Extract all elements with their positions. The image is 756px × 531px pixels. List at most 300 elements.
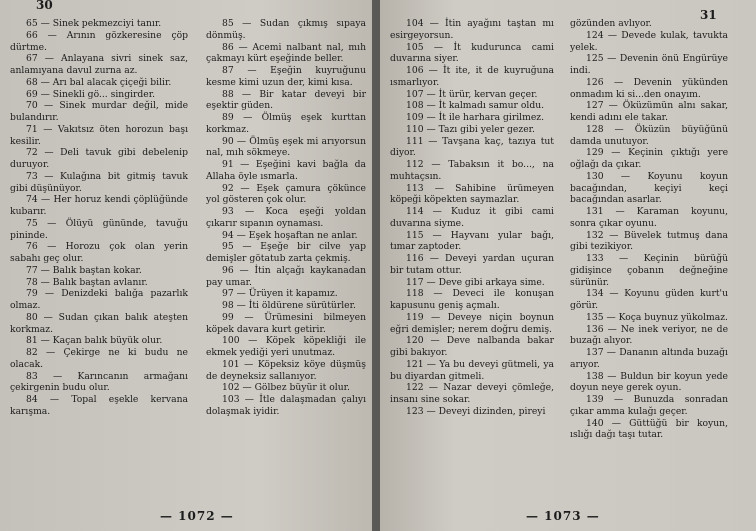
proverb-number: 81 <box>26 335 38 347</box>
proverb-dash: — <box>603 253 644 264</box>
proverb-dash: — <box>603 288 625 300</box>
proverb-entry <box>206 230 366 242</box>
proverb-text: Sinek pekmezciyi tanır. <box>52 18 162 29</box>
proverb-text: Büvelek tutmuş dana gibi tezikiyor. <box>570 229 728 253</box>
proverb-number: 86 <box>222 41 234 53</box>
proverb-entry <box>206 18 366 42</box>
proverb-entry <box>390 18 554 42</box>
proverb-dash: — <box>37 394 72 405</box>
proverb-text: Deveye niçin boynun eğri demişler; nerem doğru demiş. <box>390 311 554 335</box>
proverb-text: Hayvanı yular bağı, tımar zaptoder. <box>390 229 555 253</box>
proverb-dash: — <box>423 229 451 241</box>
book-gutter <box>372 0 380 531</box>
proverb-dash: — <box>233 206 266 217</box>
proverb-text: Ölmüş eşek kurttan korkmaz. <box>206 112 367 135</box>
proverb-number: 135 <box>586 311 604 323</box>
proverb-text: Balık baştan avlanır. <box>52 276 148 288</box>
proverb-number: 80 <box>26 311 38 323</box>
proverb-entry <box>206 183 366 207</box>
proverb-entry <box>10 218 188 242</box>
proverb-entry <box>206 288 366 300</box>
proverb-number: 68 <box>26 76 38 88</box>
proverb-number: 101 <box>222 358 240 370</box>
proverb-number: 65 <box>26 18 38 29</box>
proverb-text: Ürüyen it kapamız. <box>248 288 338 300</box>
proverb-dash: — <box>423 65 444 76</box>
proverb-number: 72 <box>26 147 38 159</box>
proverb-text: Deve nalbanda bakar gibi bakıyor. <box>390 335 554 358</box>
proverb-text: Buldun bir koyun yede doyun neye gerek oyun. <box>570 370 728 394</box>
proverb-number: 92 <box>222 182 234 194</box>
proverb-dash: — <box>37 335 53 347</box>
proverb-dash: — <box>603 53 620 65</box>
proverb-entry <box>390 65 554 89</box>
proverb-text: Horozu çok olan yerin sabahı geç olur. <box>10 241 188 264</box>
proverb-text: gözünden avlıyor. <box>570 18 652 29</box>
proverb-text: Koyunu koyun bacağından, keçiyi keçi bacağından asarlar. <box>570 170 728 206</box>
proverb-text: Sudan çıkan balık ateşten korkmaz. <box>10 311 188 335</box>
proverb-entry <box>10 277 188 289</box>
proverb-dash: — <box>603 229 625 241</box>
proverb-number: 120 <box>406 335 424 347</box>
proverb-number: 73 <box>26 170 38 182</box>
proverb-entry <box>10 18 188 30</box>
proverb-entry <box>10 394 188 418</box>
proverb-number: 132 <box>586 229 604 241</box>
proverb-dash: — <box>37 88 53 100</box>
proverb-entry <box>206 382 366 394</box>
proverb-dash: — <box>603 76 634 88</box>
proverb-number: 127 <box>586 100 604 112</box>
proverb-dash: — <box>603 123 635 135</box>
proverb-entry <box>390 406 554 418</box>
proverb-dash: — <box>37 311 59 323</box>
proverb-dash: — <box>233 241 261 253</box>
proverb-number: 85 <box>222 18 234 29</box>
proverb-dash: — <box>37 370 78 382</box>
proverb-entry <box>10 371 188 395</box>
proverb-number: 134 <box>586 288 604 300</box>
proverb-dash: — <box>423 276 439 288</box>
proverb-text: Devenin yükünden onmadım ki si...den onayım. <box>570 76 728 100</box>
proverb-entry <box>10 147 188 171</box>
proverb-text: Tazı gibi yeler gezer. <box>438 123 535 135</box>
left-page <box>0 0 372 531</box>
proverb-dash: — <box>37 347 64 358</box>
proverb-entry <box>390 359 554 383</box>
proverb-text: Sinekli gö... singirder. <box>52 88 156 100</box>
proverb-entry <box>206 300 366 312</box>
proverb-text: Bunuzda sonradan çıkar amma kulağı geçer. <box>570 394 729 417</box>
proverb-entry <box>10 288 188 312</box>
proverb-number: 69 <box>26 88 38 100</box>
proverb-dash: — <box>423 159 449 170</box>
proverb-entry <box>570 371 728 395</box>
proverb-number: 71 <box>26 123 38 135</box>
proverb-text: Eşeğini kavi bağla da Allaha öyle ısmarla. <box>206 159 367 182</box>
proverb-entry <box>390 42 554 66</box>
proverb-entry <box>570 394 728 418</box>
proverb-text: Dananın altında buzağı arıyor. <box>570 347 728 370</box>
proverb-number: 115 <box>406 229 424 241</box>
proverb-text: Arı bal alacak çiçeği bilir. <box>52 76 172 88</box>
proverb-number: 91 <box>222 159 234 170</box>
proverb-number: 123 <box>406 405 424 417</box>
proverb-text: Sudan çıkmış sıpaya dönmüş. <box>206 18 367 41</box>
proverb-text: Kulağına bit gitmiş tavuk gibi düşünüyor. <box>10 170 188 194</box>
proverb-entry <box>570 171 728 206</box>
proverb-dash: — <box>603 170 648 182</box>
proverb-text: Denizdeki balığa pazarlık olmaz. <box>10 288 188 311</box>
proverb-number: 97 <box>222 288 234 300</box>
proverb-entry <box>390 277 554 289</box>
proverb-text: Güttüğü bir koyun, ıslığı dağı taşı tutar. <box>570 417 728 441</box>
proverb-entry <box>570 77 728 101</box>
proverb-number: 118 <box>406 288 424 300</box>
proverb-entry <box>390 124 554 136</box>
proverb-number: 100 <box>222 335 240 347</box>
proverb-number: 90 <box>222 135 234 147</box>
proverb-dash: — <box>37 29 67 41</box>
proverb-entry <box>10 77 188 89</box>
proverb-dash: — <box>239 358 258 370</box>
proverb-dash: — <box>603 147 629 159</box>
proverb-dash: — <box>37 276 53 288</box>
proverb-text: İt kudurunca cami duvarına siyer. <box>390 41 554 65</box>
proverb-entry <box>10 89 188 101</box>
left-column-1 <box>10 18 188 418</box>
proverb-entry <box>390 312 554 336</box>
proverb-entry <box>570 100 728 124</box>
proverb-text: Eşeğin kuyruğunu kesme kimi uzun der, kimi kısa. <box>206 65 366 88</box>
proverb-number: 105 <box>406 41 424 53</box>
proverb-number: 138 <box>586 370 604 382</box>
proverb-text: Kuduz it gibi cami duvarına siyme. <box>390 206 554 229</box>
proverb-entry <box>390 159 554 183</box>
proverb-number: 126 <box>586 76 604 88</box>
proverb-text: Topal eşekle kervana karışma. <box>10 394 188 417</box>
proverb-number: 99 <box>222 311 234 323</box>
proverb-dash: — <box>37 53 62 65</box>
proverb-text: Keçinin bürüğü gidişince çobanın değneğine sürünür. <box>570 253 728 288</box>
proverb-dash: — <box>37 194 54 206</box>
right-column-2 <box>570 18 728 441</box>
proverb-dash: — <box>603 347 620 358</box>
proverb-dash: — <box>233 182 257 194</box>
proverb-dash: — <box>423 182 456 194</box>
proverb-dash: — <box>603 206 637 217</box>
proverb-dash: — <box>603 323 621 335</box>
proverb-text: Eşek hoşaftan ne anlar. <box>248 229 358 241</box>
proverb-dash: — <box>37 170 60 182</box>
proverb-dash: — <box>233 88 260 100</box>
proverb-dash: — <box>37 288 62 300</box>
proverb-entry <box>570 418 728 442</box>
proverb-dash: — <box>37 264 53 276</box>
proverb-entry <box>570 253 728 288</box>
proverb-entry <box>10 100 188 124</box>
proverb-number: 75 <box>26 217 38 229</box>
proverb-number: 128 <box>586 123 604 135</box>
proverb-text: Köpeksiz köye düşmüş de deyneksiz sallanıyor. <box>206 358 366 382</box>
proverb-text: Kaçan balık büyük olur. <box>52 335 163 347</box>
proverb-number: 93 <box>222 206 234 217</box>
proverb-entry <box>390 335 554 359</box>
proverb-entry <box>390 100 554 112</box>
proverb-number: 114 <box>406 206 424 217</box>
proverb-text: Tabaksın it bo..., na muhtaçsın. <box>390 159 555 182</box>
proverb-entry <box>206 394 366 418</box>
proverb-dash: — <box>603 394 634 405</box>
proverb-dash: — <box>423 311 448 323</box>
proverb-text: Koyunu güden kurt'u görür. <box>570 288 728 311</box>
proverb-entry <box>570 124 728 148</box>
proverb-dash: — <box>233 288 249 300</box>
proverb-number: 110 <box>406 123 424 135</box>
proverb-dash: — <box>603 100 623 112</box>
left-column-2 <box>206 18 366 418</box>
proverb-dash: — <box>423 123 439 135</box>
proverb-entry <box>570 312 728 324</box>
proverb-number: 89 <box>222 112 234 123</box>
proverb-entry <box>10 335 188 347</box>
proverb-number: 87 <box>222 65 234 76</box>
proverb-text: Her horuz kendi çöplüğünde kubarır. <box>10 194 188 217</box>
proverb-entry <box>570 30 728 54</box>
proverb-dash: — <box>233 159 256 170</box>
proverb-entry <box>206 359 366 383</box>
proverb-dash: — <box>423 382 444 394</box>
proverb-dash: — <box>423 288 453 300</box>
proverb-dash: — <box>233 300 249 311</box>
proverb-number: 104 <box>406 18 424 29</box>
proverb-text: Ürümesini bilmeyen köpek davara kurt getirir. <box>206 311 366 335</box>
right-page-number: 31 <box>700 8 717 22</box>
proverb-dash: — <box>423 41 454 53</box>
proverb-text: Acemi nalbant nal, mıh çakmayı kürt eşeğinde beller. <box>206 41 366 65</box>
proverb-number: 82 <box>26 347 38 358</box>
proverb-text: İtle dalaşmadan çalıyı dolaşmak iyidir. <box>206 394 367 417</box>
proverb-number: 66 <box>26 29 38 41</box>
proverb-dash: — <box>423 358 440 370</box>
proverb-entry <box>570 53 728 77</box>
proverb-dash: — <box>37 147 61 159</box>
proverb-entry <box>570 147 728 171</box>
proverb-dash: — <box>239 394 260 405</box>
proverb-number: 137 <box>586 347 604 358</box>
proverb-dash: — <box>603 29 622 41</box>
proverb-text: Eşek çamura çökünce yol gösteren çok olur. <box>206 182 366 206</box>
proverb-text: Deli tavuk gibi debelenip duruyor. <box>10 147 188 170</box>
proverb-entry <box>390 183 554 207</box>
proverb-number: 112 <box>406 159 424 170</box>
proverb-text: Karıncanın armağanı çekirgenin budu olur. <box>10 370 188 394</box>
proverb-entry <box>10 194 188 218</box>
proverb-text: Tavşana kaç, tazıya tut diyor. <box>390 135 555 159</box>
proverb-dash: — <box>603 417 630 429</box>
proverb-number: 84 <box>26 394 38 405</box>
proverb-entry <box>206 65 366 89</box>
proverb-number: 74 <box>26 194 38 206</box>
left-page-number: 30 <box>36 0 53 12</box>
proverb-number: 122 <box>406 382 424 394</box>
proverb-entry <box>570 288 728 312</box>
proverb-entry <box>206 265 366 289</box>
proverb-text: İti öldürene sürütürler. <box>248 300 356 311</box>
proverb-entry <box>206 136 366 160</box>
proverb-dash: — <box>37 241 66 253</box>
proverb-dash: — <box>37 123 58 135</box>
proverb-text: Eşeğe bir cilve yap demişler götatub zarta çekmiş. <box>206 241 366 264</box>
right-column-1 <box>390 18 554 418</box>
proverb-number: 130 <box>586 170 604 182</box>
right-page-footer: — 1073 — <box>526 509 600 523</box>
proverb-text: İtin ayağını taştan mı esirgeyorsun. <box>390 18 554 41</box>
proverb-number: 136 <box>586 323 604 335</box>
left-page-footer: — 1072 — <box>160 509 234 523</box>
proverb-dash: — <box>239 335 266 347</box>
proverb-entry <box>206 335 366 359</box>
proverb-number: 88 <box>222 88 234 100</box>
proverb-entry <box>390 382 554 406</box>
proverb-entry <box>390 89 554 101</box>
proverb-text: Deveyi yardan uçuran bir tutam ottur. <box>390 253 554 276</box>
proverb-dash: — <box>37 100 60 112</box>
proverb-number: 113 <box>406 182 424 194</box>
proverb-dash: — <box>233 41 253 53</box>
proverb-entry <box>390 136 554 160</box>
proverb-number: 70 <box>26 100 38 112</box>
proverb-entry <box>570 18 728 30</box>
proverb-text: Çekirge ne ki budu ne olacak. <box>10 347 188 370</box>
proverb-dash: — <box>423 18 445 29</box>
proverb-dash: — <box>603 311 619 323</box>
proverb-entry <box>206 42 366 66</box>
proverb-number: 106 <box>406 65 424 76</box>
proverb-text: Sinek murdar değil, mide bulandırır. <box>10 100 189 123</box>
proverb-entry <box>570 347 728 371</box>
proverb-entry <box>206 241 366 265</box>
proverb-entry <box>10 171 188 195</box>
proverb-number: 96 <box>222 264 234 276</box>
proverb-dash: — <box>37 217 66 229</box>
proverb-text: Köpek köpekliği ile ekmek yediği yeri unutmaz. <box>206 335 367 358</box>
proverb-text: İt ite, it de kuyruğuna ısmarlıyor. <box>390 65 554 88</box>
proverb-entry <box>570 324 728 348</box>
proverb-entry <box>10 30 188 54</box>
proverb-number: 83 <box>26 370 38 382</box>
proverb-dash: — <box>239 382 255 394</box>
proverb-dash: — <box>233 65 271 76</box>
proverb-number: 116 <box>406 253 424 264</box>
proverb-text: Koça buynuz yükolmaz. <box>618 311 728 323</box>
proverb-text: Karaman koyunu, sonra çıkar oyunu. <box>570 206 729 229</box>
proverb-dash: — <box>233 112 262 123</box>
proverb-dash: — <box>423 206 451 217</box>
proverb-text: Nazar deveyi çömleğe, insanı sine sokar. <box>390 382 554 405</box>
proverb-number: 140 <box>586 417 604 429</box>
proverb-entry <box>206 312 366 336</box>
proverb-entry <box>10 312 188 336</box>
proverb-dash: — <box>423 253 446 264</box>
proverb-dash: — <box>423 100 439 112</box>
proverb-number: 108 <box>406 100 424 112</box>
proverb-dash: — <box>423 88 439 100</box>
proverb-text: İt ürür, kervan geçer. <box>438 88 538 100</box>
proverb-number: 129 <box>586 147 604 159</box>
proverb-number: 121 <box>406 358 424 370</box>
proverb-number: 67 <box>26 53 38 65</box>
right-page <box>380 0 756 531</box>
proverb-entry <box>206 206 366 230</box>
proverb-dash: — <box>423 112 439 123</box>
proverb-text: Koca eşeği yoldan çıkarır sıpanın oynaması. <box>206 206 366 229</box>
proverb-dash: — <box>233 264 255 276</box>
proverb-entry <box>10 347 188 371</box>
proverb-dash: — <box>37 18 53 29</box>
proverb-text: Gölbez büyür it olur. <box>254 382 350 394</box>
proverb-text: Devede kulak, tavukta yelek. <box>570 29 728 53</box>
proverb-number: 125 <box>586 53 604 65</box>
proverb-entry <box>206 159 366 183</box>
proverb-text: Devenin önü Engürüye indi. <box>570 53 728 76</box>
proverb-entry <box>390 230 554 254</box>
proverb-text: Ne inek veriyor, ne de buzağı alıyor. <box>570 323 728 347</box>
proverb-entry <box>206 112 366 136</box>
proverb-number: 98 <box>222 300 234 311</box>
proverb-number: 76 <box>26 241 38 253</box>
proverb-number: 124 <box>586 29 604 41</box>
proverb-dash: — <box>233 18 260 29</box>
proverb-text: İt kalmadı samur oldu. <box>438 100 545 112</box>
proverb-text: Deve gibi arkaya sime. <box>438 276 545 288</box>
proverb-number: 111 <box>406 135 424 147</box>
proverb-entry <box>570 230 728 254</box>
proverb-text: Deveci ile konuşan kapusunu geniş açmalı. <box>390 288 555 311</box>
proverb-number: 102 <box>222 382 240 394</box>
proverb-entry <box>10 241 188 265</box>
proverb-entry <box>10 265 188 277</box>
proverb-text: Bir katar deveyi bir eşektir güden. <box>206 88 366 112</box>
proverb-text: Keçinin çıktığı yere oğlağı da çıkar. <box>570 147 729 170</box>
proverb-text: Ölmüş eşek mi arıyorsun nal, mıh sökmeye. <box>206 135 366 159</box>
proverb-entry <box>390 253 554 277</box>
proverb-text: Ölüyü gününde, tavuğu pininde. <box>10 217 188 241</box>
proverb-entry <box>390 288 554 312</box>
proverb-text: Sahibine ürümeyen köpeği köpekten saymazlar. <box>390 182 554 206</box>
proverb-text: Ya bu deveyi gütmeli, ya bu diyardan gitmeli. <box>390 358 554 382</box>
proverb-text: Arının gözkeresine çöp dürtme. <box>10 29 188 53</box>
proverb-text: İt ile harhara girilmez. <box>438 112 545 123</box>
proverb-entry <box>390 112 554 124</box>
proverb-number: 139 <box>586 394 604 405</box>
proverb-number: 109 <box>406 112 424 123</box>
proverb-entry <box>206 89 366 113</box>
proverb-number: 78 <box>26 276 38 288</box>
proverb-number: 119 <box>406 311 424 323</box>
proverb-dash: — <box>603 370 621 382</box>
proverb-dash: — <box>233 311 265 323</box>
proverb-text: Balık baştan kokar. <box>52 264 142 276</box>
proverb-entry <box>10 53 188 77</box>
proverb-text: Anlayana sivri sinek saz, anlamıyana davul zurna az. <box>10 53 189 76</box>
proverb-number: 94 <box>222 229 234 241</box>
proverb-text: İtin alçağı kaykanadan pay umar. <box>206 264 366 288</box>
proverb-text: Vakıtsız öten horozun başı kesilir. <box>10 123 189 147</box>
proverb-dash: — <box>423 405 439 417</box>
proverb-number: 107 <box>406 88 424 100</box>
proverb-number: 95 <box>222 241 234 253</box>
